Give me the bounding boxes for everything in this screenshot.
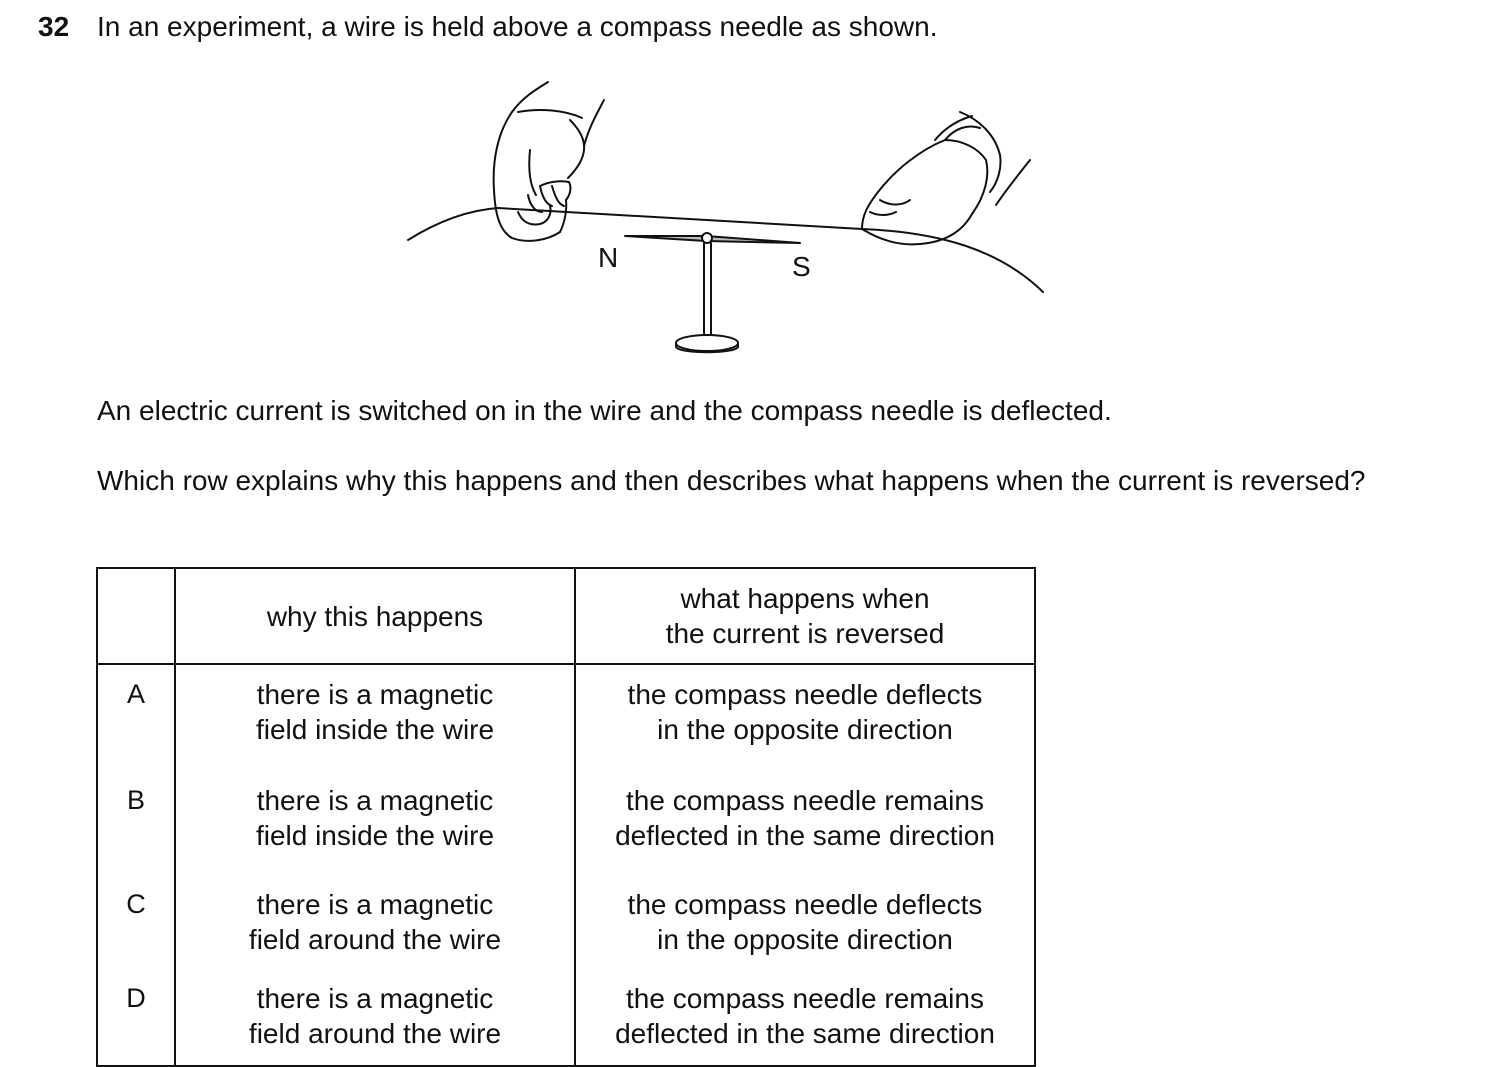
- question-prompt: Which row explains why this happens and then describes what happens when the current is reversed?: [97, 465, 1366, 496]
- south-label: S: [792, 251, 811, 282]
- option-row-c[interactable]: [97, 877, 1035, 981]
- question-stem: In an experiment, a wire is held above a compass needle as shown.: [97, 11, 938, 42]
- option-what: the compass needle remains deflected in the same direction: [575, 773, 1035, 877]
- header-why: why this happens: [175, 568, 575, 664]
- option-why: there is a magnetic field around the wire: [175, 981, 575, 1066]
- option-letter: D: [97, 981, 175, 1066]
- option-row-b[interactable]: [97, 773, 1035, 877]
- wire-right-curve: [862, 229, 1043, 292]
- compass-pivot: [702, 233, 712, 243]
- table-header-row: [97, 568, 1035, 664]
- option-letter: B: [97, 773, 175, 877]
- option-what: the compass needle remains deflected in the same direction: [575, 981, 1035, 1066]
- option-letter: A: [97, 664, 175, 773]
- option-what: the compass needle deflects in the opposite direction: [575, 877, 1035, 981]
- option-row-a[interactable]: [97, 664, 1035, 773]
- options-table: [96, 567, 1036, 1067]
- right-hand: [862, 112, 1030, 244]
- experiment-diagram: [400, 75, 1060, 365]
- left-hand: [494, 82, 604, 241]
- header-letter-cell: [97, 568, 175, 664]
- option-why: there is a magnetic field inside the wire: [175, 664, 575, 773]
- option-what: the compass needle deflects in the opposite direction: [575, 664, 1035, 773]
- current-on-paragraph: An electric current is switched on in the wire and the compass needle is deflected.: [97, 395, 1112, 426]
- wire-left-curve: [408, 208, 498, 240]
- wire-straight: [498, 208, 862, 229]
- option-why: there is a magnetic field around the wire: [175, 877, 575, 981]
- option-letter: C: [97, 877, 175, 981]
- option-row-d[interactable]: [97, 981, 1035, 1066]
- option-why: there is a magnetic field inside the wire: [175, 773, 575, 877]
- north-label: N: [598, 242, 619, 273]
- question-number: 32: [38, 11, 70, 42]
- compass-base-top: [676, 335, 738, 351]
- header-what: what happens when the current is reversed: [575, 568, 1035, 664]
